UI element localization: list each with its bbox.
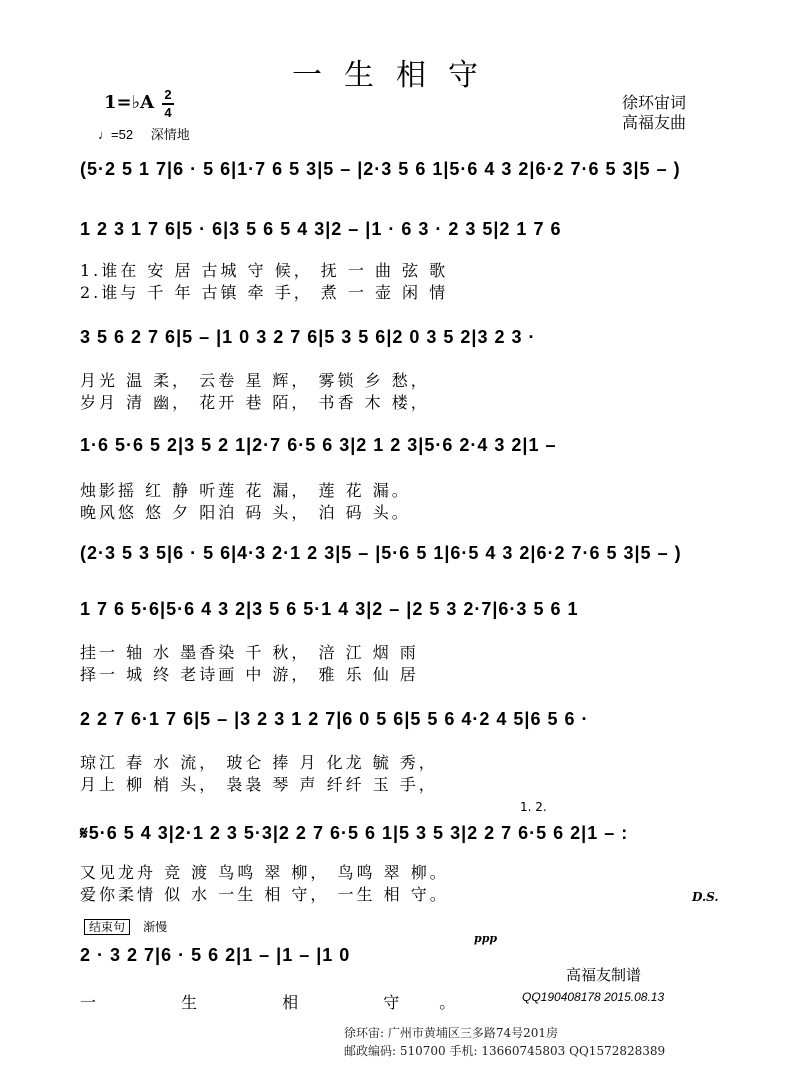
lyric-verse-2: 晚风悠 悠 夕 阳泊 码 头， 泊 码 头。 bbox=[80, 503, 411, 522]
lyricist-credit: 徐环宙词 bbox=[622, 93, 687, 112]
lyric-verse-1: 1.谁在 安 居 古城 守 候， 抚 一 曲 弦 歌 bbox=[80, 261, 449, 280]
ending-label-group bbox=[84, 916, 167, 935]
notation-line: 2 · 3 2 7|6 · 5 6 2|1 – |1 – |1 0 bbox=[80, 945, 351, 965]
dynamic-marking: ppp bbox=[474, 932, 498, 945]
lyric-ending: 一 生 相 守。 bbox=[80, 993, 496, 1012]
notation-line: 1 7 6 5·6|5·6 4 3 2|3 5 6 5·1 4 3|2 – |2 5 3 2·7|6·3 5 6 1 bbox=[80, 599, 579, 619]
notation-line: (5·2 5 1 7|6 · 5 6|1·7 6 5 3|5 – |2·3 5 6 1|5·6 4 3 2|6·2 7·6 5 3|5 – ) bbox=[80, 159, 681, 179]
notation-line: (2·3 5 3 5|6 · 5 6|4·3 2·1 2 3|5 – |5·6 5 1|6·5 4 3 2|6·2 7·6 5 3|5 – ) bbox=[80, 543, 682, 563]
notation-line: 1 2 3 1 7 6|5 · 6|3 5 6 5 4 3|2 – |1 · 6 3 · 2 3 5|2 1 7 6 bbox=[80, 219, 562, 239]
composer-credit: 高福友曲 bbox=[622, 113, 687, 132]
key-signature: 1=♭A bbox=[104, 92, 155, 113]
contact-date: QQ190408178 2015.08.13 bbox=[522, 990, 665, 1004]
arranger-credit: 高福友制谱 bbox=[566, 966, 642, 984]
song-title: 一生相守 bbox=[292, 58, 500, 93]
lyric-verse-2: 择一 城 终 老诗画 中 游， 雅 乐 仙 居 bbox=[80, 665, 419, 684]
expression: 深情地 bbox=[150, 127, 190, 142]
ending-tempo: 渐慢 bbox=[143, 920, 168, 934]
lyric-verse-2: 2.谁与 千 年 古镇 牵 手， 煮 一 壶 闲 情 bbox=[80, 283, 449, 302]
lyric-verse-2: 爱你柔情 似 水 一生 相 守， 一生 相 守。 bbox=[80, 885, 449, 904]
tempo-value: ♩=52 bbox=[98, 127, 134, 142]
time-signature bbox=[162, 88, 174, 120]
lyric-verse-1: 月光 温 柔， 云卷 星 辉， 雾锁 乡 愁， bbox=[80, 371, 430, 390]
lyric-verse-1: 琼江 春 水 流， 玻仑 捧 月 化龙 毓 秀， bbox=[80, 753, 438, 772]
time-top: 2 bbox=[164, 87, 172, 102]
notation-line: 1·6 5·6 5 2|3 5 2 1|2·7 6·5 6 3|2 1 2 3|5·6 2·4 3 2|1 – bbox=[80, 435, 557, 455]
lyric-verse-1: 烛影摇 红 静 听莲 花 漏， 莲 花 漏。 bbox=[80, 481, 411, 500]
footer-contact: 邮政编码: 510700 手机: 13660745803 QQ1572828389 bbox=[344, 1044, 666, 1058]
dal-segno-mark: D.S. bbox=[692, 890, 719, 904]
notation-line: 𝄋5·6 5 4 3|2·1 2 3 5·3|2 2 7 6·5 6 1|5 3 5 3|2 2 7 6·5 6 2|1 – : bbox=[80, 823, 629, 843]
time-bottom: 4 bbox=[164, 105, 172, 120]
notation-line: 3 5 6 2 7 6|5 – |1 0 3 2 7 6|5 3 5 6|2 0 3 5 2|3 2 3 · bbox=[80, 327, 536, 347]
lyric-verse-2: 岁月 清 幽， 花开 巷 陌， 书香 木 楼， bbox=[80, 393, 430, 412]
ending-label: 结束句 bbox=[84, 919, 130, 935]
lyric-verse-2: 月上 柳 梢 头， 袅袅 琴 声 纤纤 玉 手， bbox=[80, 775, 438, 794]
footer-address: 徐环宙: 广州市黄埔区三多路74号201房 bbox=[344, 1026, 559, 1040]
volta-bracket: 1. 2. bbox=[520, 800, 547, 814]
notation-line: 2 2 7 6·1 7 6|5 – |3 2 3 1 2 7|6 0 5 6|5 5 6 4·2 4 5|6 5 6 · bbox=[80, 709, 589, 729]
lyric-verse-1: 又见龙舟 竞 渡 鸟鸣 翠 柳， 鸟鸣 翠 柳。 bbox=[80, 863, 449, 882]
tempo-marking bbox=[98, 124, 190, 143]
lyric-verse-1: 挂一 轴 水 墨香染 千 秋， 涪 江 烟 雨 bbox=[80, 643, 419, 662]
